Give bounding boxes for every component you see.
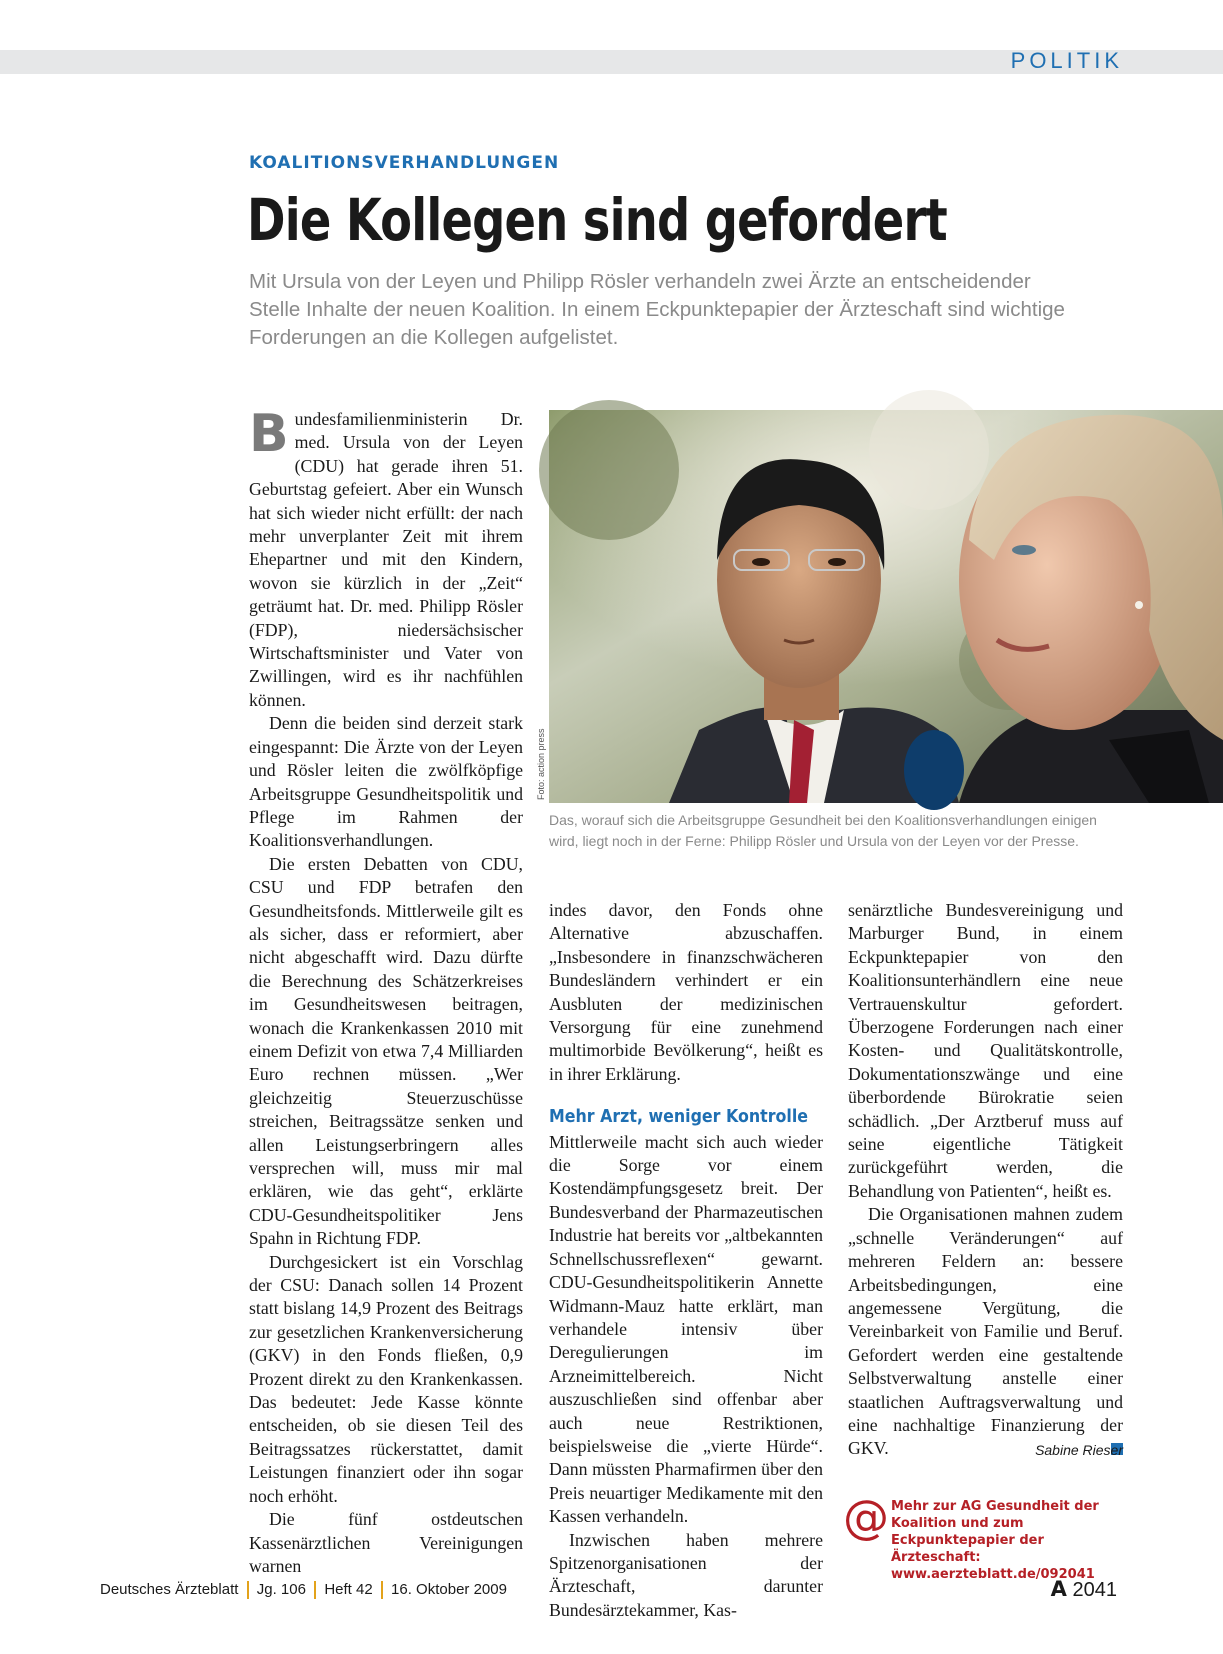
journal-issue: Heft 42 <box>324 1581 373 1598</box>
subheading: Mehr Arzt, weniger Kontrolle <box>549 1106 809 1128</box>
section-label: POLITIK <box>1010 48 1123 73</box>
paragraph: Durchgesickert ist ein Vorschlag der CSU: Danach sollen 14 Prozent statt bislang 14,9 Prozent des Beitrags zur gesetzlichen Krankenversicherung (GKV) in den Fonds fließen, 0,9 Prozent direkt zu den Krankenkassen. Das bedeutet: Jede Kasse könnte entscheiden, ob sie diesen Teil des Beitragssatzes rückerstattet, damit Leistungen finanziert oder ihn sogar noch erhöht. <box>249 1251 523 1506</box>
footer-separator <box>314 1581 316 1599</box>
article-kicker: KOALITIONSVERHANDLUNGEN <box>249 153 560 173</box>
paragraph: Mittlerweile macht sich auch wieder die Sorge vor einem Kostendämpfungsgesetz breit. Der Bundesverband der Pharmazeutischen Industrie hat bereits vor „altbekannten Schnellschussreflexen“ gewarnt. CDU-Gesundheitspolitikerin Annette Widmann-Mauz hatte erklärt, man verhandele intensiv über Deregulierungen im Arzneimittelbereich. Nicht auszuschließen sind offenbar aber auch neue Restriktionen, beispielsweise die „vierte Hürde“. Dann müssten Pharmafirmen über den Preis neuartiger Medikamente mit den Kassen verhandeln. <box>549 1131 823 1527</box>
text-column-3 <box>848 899 1123 1469</box>
article-title: Die Kollegen sind gefordert <box>247 186 947 254</box>
paragraph: Inzwischen haben mehrere Spitzenorganisationen der Ärzteschaft, darunter Bundesärztekammer, Kas- <box>549 1529 823 1620</box>
text-column-1 <box>249 404 523 1576</box>
paragraph: indes davor, den Fonds ohne Alternative abzuschaffen. „Insbesondere in finanzschwächeren Bundesländern verhindert er ein Ausbluten der medizinischen Versorgung für eine zunehmend multimorbide Bevölkerung“, heißt es in ihrer Erklärung. <box>549 900 823 1084</box>
paragraph: Bundesfamilienministerin Dr. med. Ursula von der Leyen (CDU) hat gerade ihren 51. Geburtstag gefeiert. Aber ein Wunsch hat sich wieder nicht erfüllt: der nach mehr unverplanter Zeit mit ihrem Ehepartner und mit den Kindern, wovon sie kürzlich in der „Zeit“ geträumt hat. Dr. med. Philipp Rösler (FDP), niedersächsischer Wirtschaftsminister und Vater von Zwillingen, wird es ihr nachfühlen können. <box>249 404 523 710</box>
paragraph: Denn die beiden sind derzeit stark eingespannt: Die Ärzte von der Leyen und Rösler leiten die zwölfköpfige Arbeitsgruppe Gesundheitspolitik und Pflege im Rahmen der Koalitionsverhandlungen. <box>249 713 523 851</box>
dropcap: B <box>249 404 289 464</box>
paragraph: Die ersten Debatten von CDU, CSU und FDP betrafen den Gesundheitsfonds. Mittlerweile gilt es als sicher, dass er reformiert, aber nicht abgeschafft wird. Dazu dürfte die Berechnung des Schätzerkreises im Gesundheitswesen beitragen, wonach die Krankenkassen 2010 mit einem Defizit von etwa 7,4 Milliarden Euro rechnen müssen. „Wer gleichzeitig Steuerzuschüsse streichen, Beitragssätze senken und allen Leistungserbringern alles versprechen will, muss mir mal erklären, wie das geht“, erklärte CDU-Gesundheitspolitiker Jens Spahn in Richtung FDP. <box>249 853 523 1249</box>
promo-link[interactable]: Mehr zur AG Gesundheit der Koalition und zum Eckpunktepapier der Ärzteschaft: www.aerzteblatt.de/092041 <box>891 1499 1099 1582</box>
promo-box[interactable] <box>843 1490 1123 1582</box>
article-photo <box>549 410 1223 803</box>
photo-caption: Das, worauf sich die Arbeitsgruppe Gesundheit bei den Koalitionsverhandlungen einigen wird, liegt noch in der Ferne: Philipp Rösler und Ursula von der Leyen vor der Presse. <box>549 812 1097 849</box>
paragraph: Die Organisationen mahnen zudem „schnelle Veränderungen“ auf mehreren Feldern an: bessere Arbeitsbedingungen, eine angemessene Vergütung, die Vereinbarkeit von Familie und Beruf. Gefordert werden eine gestaltende Selbstverwaltung anstelle einer staatlichen Auftragsverwaltung und eine nachhaltige Finanzierung der GKV. <box>848 1204 1123 1459</box>
photo-credit: Foto: action press <box>536 728 546 800</box>
page-number: A 2041 <box>1050 1577 1117 1601</box>
paragraph: Die fünf ostdeutschen Kassenärztlichen Vereinigungen warnen <box>249 1509 523 1576</box>
paragraph: senärztliche Bundesvereinigung und Marburger Bund, in einem Eckpunktepapier von den Koalitionsunterhändlern eine neue Vertrauenskultur gefordert. Überzogene Forderungen nach einer Kosten- und Qualitätskontrolle, Dokumentationszwänge und eine überbordende Bürokratie seien schädlich. „Der Arztberuf muss auf seine eigentliche Tätigkeit zurückgeführt werden, die Behandlung von Patienten“, heißt es. <box>848 900 1123 1201</box>
photo-roesler-von-der-leyen <box>549 410 1223 803</box>
text-column-2 <box>549 899 823 1620</box>
article-deck: Mit Ursula von der Leyen und Philipp Rösler verhandeln zwei Ärzte an entscheidender Stelle Inhalte der neuen Koalition. In einem Eckpunktepapier der Ärzteschaft sind wichtige Forderungen an die Kollegen aufgelistet. <box>249 270 1065 349</box>
journal-volume: Jg. 106 <box>256 1581 306 1598</box>
journal-date: 16. Oktober 2009 <box>391 1581 507 1598</box>
footer-citation <box>100 1581 507 1599</box>
footer-separator <box>381 1581 383 1599</box>
journal-name: Deutsches Ärzteblatt <box>100 1581 239 1598</box>
footer-separator <box>247 1581 249 1599</box>
at-icon: @ <box>843 1490 889 1544</box>
article-author: Sabine Rieser <box>1035 1442 1123 1458</box>
